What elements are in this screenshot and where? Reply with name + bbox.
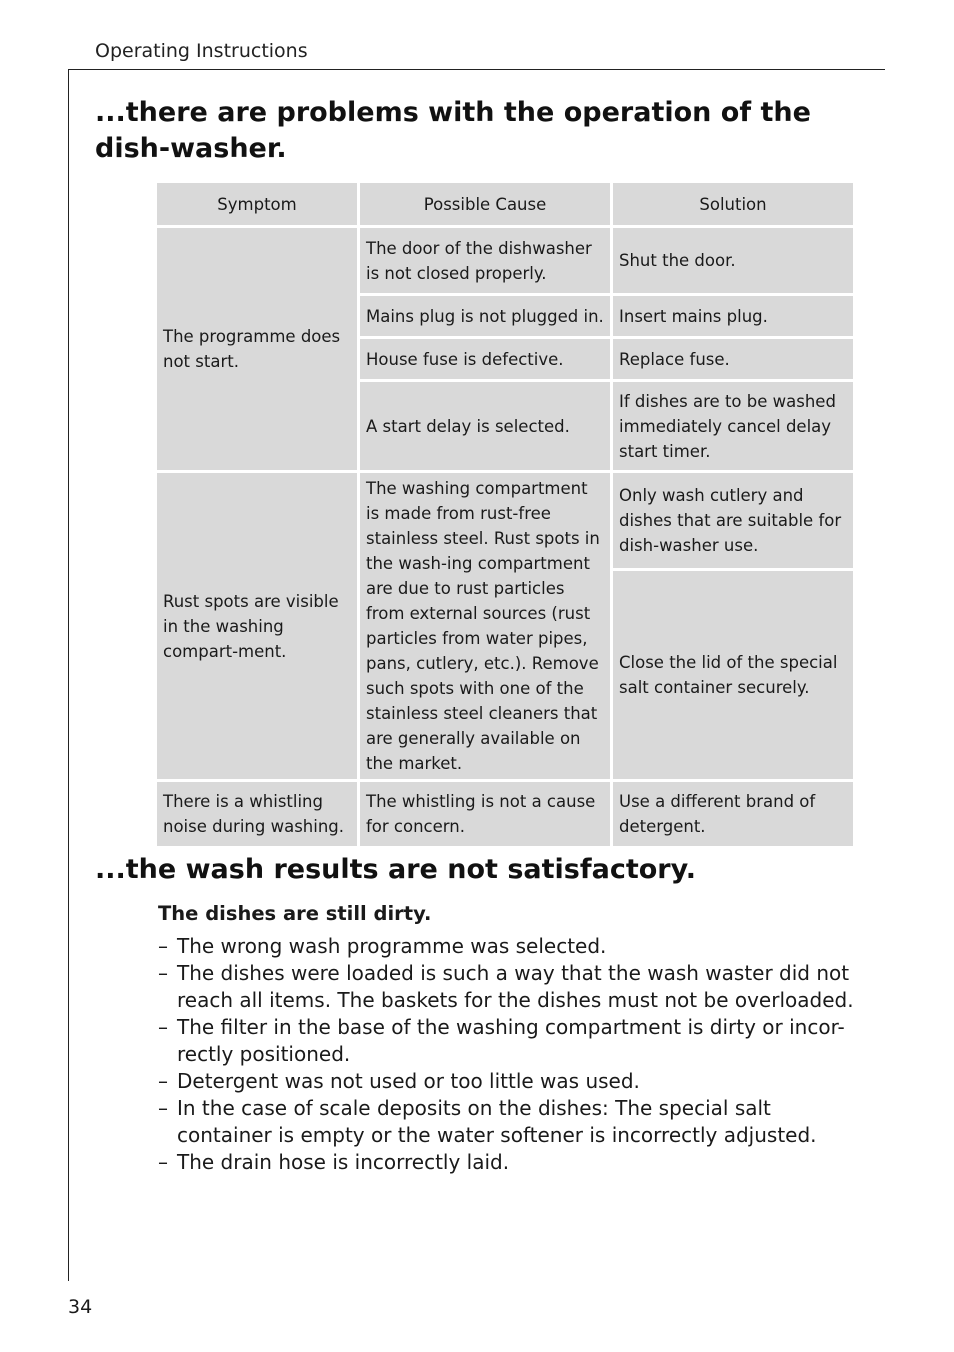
- column-header-symptom: Symptom: [157, 183, 357, 225]
- troubleshooting-table: [154, 180, 856, 849]
- list-item: [158, 1014, 858, 1068]
- list-item: [158, 1149, 858, 1176]
- solution-cell: Replace fuse.: [613, 339, 853, 379]
- page-number: 34: [68, 1296, 93, 1318]
- list-item-text: The wrong wash programme was selected.: [177, 934, 607, 958]
- list-item-text: Detergent was not used or too little was used.: [177, 1069, 640, 1093]
- symptom-cell: Rust spots are visible in the washing compart-ment.: [157, 473, 357, 779]
- symptom-cell: There is a whistling noise during washing.: [157, 782, 357, 846]
- cause-cell: The washing compartment is made from rust-free stainless steel. Rust spots in the wash-ing compartment are due to rust particles from external sources (rust particles from water pipes, pans, cutlery, etc.). Remove such spots with one of the stainless steel cleaners that are generally available on the market.: [360, 473, 610, 779]
- list-item: [158, 933, 858, 960]
- solution-cell: Insert mains plug.: [613, 296, 853, 336]
- subheading-dishes-dirty: The dishes are still dirty.: [158, 902, 432, 925]
- bullet-dash: –: [158, 1015, 168, 1039]
- column-header-solution: Solution: [613, 183, 853, 225]
- list-item: [158, 960, 858, 1014]
- cause-cell: Mains plug is not plugged in.: [360, 296, 610, 336]
- running-header: Operating Instructions: [95, 40, 308, 62]
- dirty-dishes-cause-list: [158, 933, 858, 1176]
- column-header-cause: Possible Cause: [360, 183, 610, 225]
- section-title-problems: ...there are problems with the operation of the dish-washer.: [95, 97, 811, 164]
- table-header-row: [157, 183, 853, 225]
- header-rule: [68, 69, 885, 70]
- cause-cell: A start delay is selected.: [360, 382, 610, 470]
- list-item-text: The dishes were loaded is such a way that the wash waster did not reach all items. The baskets for the dishes must not be overloaded.: [177, 961, 854, 1012]
- bullet-dash: –: [158, 961, 168, 985]
- solution-cell: Use a different brand of detergent.: [613, 782, 853, 846]
- cause-cell: House fuse is defective.: [360, 339, 610, 379]
- bullet-dash: –: [158, 1069, 168, 1093]
- solution-cell: Only wash cutlery and dishes that are suitable for dish-washer use.: [613, 473, 853, 568]
- table-row: [157, 782, 853, 846]
- solution-cell: Shut the door.: [613, 228, 853, 293]
- table-row: [157, 473, 853, 568]
- margin-rule: [68, 69, 69, 1281]
- table-row: [157, 228, 853, 293]
- bullet-dash: –: [158, 1096, 168, 1120]
- solution-cell: Close the lid of the special salt container securely.: [613, 571, 853, 779]
- list-item-text: The filter in the base of the washing compartment is dirty or incor-rectly positioned.: [177, 1015, 845, 1066]
- symptom-cell: The programme does not start.: [157, 228, 357, 470]
- list-item-text: In the case of scale deposits on the dishes: The special salt container is empty or the water softener is incorrectly adjusted.: [177, 1096, 817, 1147]
- bullet-dash: –: [158, 934, 168, 958]
- list-item: [158, 1068, 858, 1095]
- cause-cell: The whistling is not a cause for concern.: [360, 782, 610, 846]
- list-item-text: The drain hose is incorrectly laid.: [177, 1150, 510, 1174]
- bullet-dash: –: [158, 1150, 168, 1174]
- cause-cell: The door of the dishwasher is not closed properly.: [360, 228, 610, 293]
- solution-cell: If dishes are to be washed immediately cancel delay start timer.: [613, 382, 853, 470]
- section-title-wash-results: ...the wash results are not satisfactory.: [95, 854, 696, 885]
- list-item: [158, 1095, 858, 1149]
